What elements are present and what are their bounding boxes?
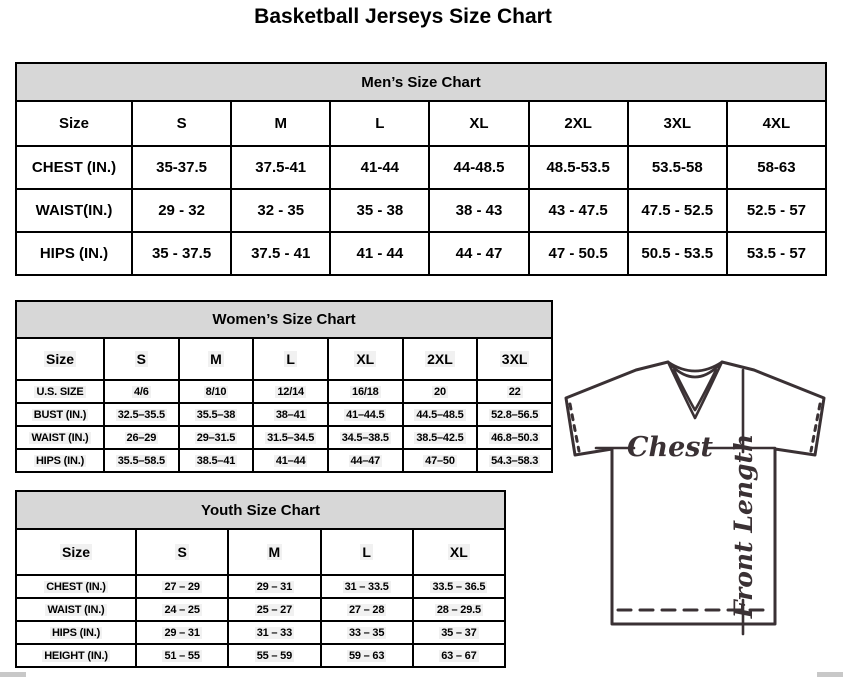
women-column-header-label: S bbox=[136, 351, 146, 367]
front-length-label: Front Length bbox=[729, 433, 758, 619]
women-value-cell bbox=[403, 449, 478, 472]
women-row-label-cell bbox=[16, 403, 104, 426]
men-row-label-cell bbox=[16, 146, 132, 189]
women-column-header bbox=[179, 338, 254, 380]
women-value: 32.5–35.5 bbox=[117, 408, 165, 421]
women-value: 44.5–48.5 bbox=[416, 408, 464, 421]
women-value: 4/6 bbox=[133, 385, 149, 398]
men-value: 44 - 47 bbox=[455, 245, 503, 262]
men-column-header-label: 3XL bbox=[663, 115, 692, 132]
men-value-cell bbox=[628, 146, 727, 189]
youth-value-cell bbox=[228, 644, 320, 667]
men-column-header-label: Size bbox=[58, 115, 89, 132]
men-value: 44-48.5 bbox=[453, 159, 505, 176]
youth-value: 25 – 27 bbox=[256, 603, 293, 616]
women-row-label-cell bbox=[16, 426, 104, 449]
youth-table-row bbox=[16, 621, 505, 644]
men-column-header-label: XL bbox=[469, 115, 489, 132]
youth-value: 29 – 31 bbox=[256, 580, 293, 593]
women-column-header bbox=[16, 338, 104, 380]
men-value-cell bbox=[727, 189, 826, 232]
women-column-header bbox=[328, 338, 403, 380]
men-table-row bbox=[16, 146, 826, 189]
youth-value: 33 – 35 bbox=[348, 626, 385, 639]
youth-value-cell bbox=[413, 644, 505, 667]
youth-column-header-label: L bbox=[362, 544, 371, 560]
women-value: 38.5–41 bbox=[196, 454, 236, 467]
youth-value-cell bbox=[228, 575, 320, 598]
jersey-diagram-svg bbox=[558, 356, 842, 678]
men-column-header bbox=[429, 101, 528, 146]
youth-value: 27 – 28 bbox=[348, 603, 385, 616]
youth-value-cell bbox=[136, 575, 228, 598]
men-value-cell bbox=[529, 232, 628, 275]
youth-value-cell bbox=[321, 644, 413, 667]
youth-column-header bbox=[16, 529, 136, 575]
youth-value-cell bbox=[136, 621, 228, 644]
women-value: 8/10 bbox=[205, 385, 227, 398]
youth-value: 55 – 59 bbox=[256, 649, 293, 662]
men-value-cell bbox=[429, 189, 528, 232]
women-value: 35.5–58.5 bbox=[117, 454, 165, 467]
women-value: 29–31.5 bbox=[196, 431, 236, 444]
youth-value-cell bbox=[413, 575, 505, 598]
men-value: 38 - 43 bbox=[455, 202, 503, 219]
men-value-cell bbox=[429, 232, 528, 275]
women-value-cell bbox=[477, 426, 552, 449]
youth-column-header-label: XL bbox=[449, 544, 468, 560]
women-value-cell bbox=[253, 449, 328, 472]
women-row-label-cell bbox=[16, 380, 104, 403]
men-row-label: HIPS (IN.) bbox=[39, 245, 109, 262]
men-column-header bbox=[16, 101, 132, 146]
youth-column-header-label: Size bbox=[61, 544, 90, 560]
men-value: 47 - 50.5 bbox=[548, 245, 608, 262]
women-value: 38.5–42.5 bbox=[416, 431, 464, 444]
youth-value: 27 – 29 bbox=[164, 580, 200, 593]
men-value-cell bbox=[330, 232, 429, 275]
youth-row-label-cell bbox=[16, 644, 136, 667]
women-value-cell bbox=[104, 449, 179, 472]
youth-value: 24 – 25 bbox=[164, 603, 200, 616]
women-value-cell bbox=[328, 449, 403, 472]
men-column-header bbox=[231, 101, 330, 146]
youth-column-header bbox=[321, 529, 413, 575]
jersey-outline bbox=[566, 362, 824, 624]
women-row-label: WAIST (IN.) bbox=[31, 431, 89, 444]
women-table-row bbox=[16, 380, 552, 403]
women-value: 26–29 bbox=[126, 431, 157, 444]
youth-column-header bbox=[136, 529, 228, 575]
men-value: 41-44 bbox=[360, 159, 400, 176]
women-value: 31.5–34.5 bbox=[267, 431, 315, 444]
men-table-caption: Men’s Size Chart bbox=[16, 63, 826, 101]
men-row-label-cell bbox=[16, 232, 132, 275]
youth-table-caption: Youth Size Chart bbox=[16, 491, 505, 529]
men-value-cell bbox=[132, 146, 231, 189]
jersey-measurement-diagram bbox=[558, 356, 842, 678]
men-value-cell bbox=[231, 189, 330, 232]
women-value: 20 bbox=[434, 385, 446, 398]
women-row-label: U.S. SIZE bbox=[36, 385, 84, 398]
women-value-cell bbox=[104, 403, 179, 426]
women-column-header-label: XL bbox=[356, 351, 375, 367]
men-value-cell bbox=[628, 189, 727, 232]
men-column-header-label: 2XL bbox=[564, 115, 592, 132]
men-value-cell bbox=[231, 232, 330, 275]
women-value-cell bbox=[253, 403, 328, 426]
men-table-row bbox=[16, 189, 826, 232]
women-value: 38–41 bbox=[275, 408, 306, 421]
youth-row-label: WAIST (IN.) bbox=[47, 603, 105, 616]
men-value-cell bbox=[727, 232, 826, 275]
women-value: 41–44 bbox=[275, 454, 306, 467]
men-column-header bbox=[330, 101, 429, 146]
women-column-header bbox=[403, 338, 478, 380]
men-row-label-cell bbox=[16, 189, 132, 232]
men-value-cell bbox=[330, 189, 429, 232]
youth-column-header-label: M bbox=[268, 544, 281, 560]
men-column-header bbox=[628, 101, 727, 146]
men-value: 32 - 35 bbox=[257, 202, 305, 219]
men-value-cell bbox=[231, 146, 330, 189]
women-value: 22 bbox=[508, 385, 521, 398]
men-value-cell bbox=[727, 146, 826, 189]
women-value-cell bbox=[179, 426, 254, 449]
youth-row-label-cell bbox=[16, 575, 136, 598]
youth-value: 63 – 67 bbox=[441, 649, 477, 662]
chest-label: Chest bbox=[627, 432, 713, 463]
youth-value: 31 – 33.5 bbox=[344, 580, 389, 593]
men-value: 47.5 - 52.5 bbox=[641, 202, 714, 219]
women-value-cell bbox=[403, 426, 478, 449]
men-value-cell bbox=[628, 232, 727, 275]
men-row-label: CHEST (IN.) bbox=[31, 159, 117, 176]
youth-row-label-cell bbox=[16, 621, 136, 644]
women-value-cell bbox=[104, 380, 179, 403]
youth-value: 31 – 33 bbox=[256, 626, 293, 639]
women-value-cell bbox=[253, 426, 328, 449]
women-table-row bbox=[16, 426, 552, 449]
horizontal-scrollbar-left-fragment[interactable] bbox=[0, 672, 26, 677]
women-column-header-label: M bbox=[210, 351, 222, 367]
men-column-header-label: S bbox=[176, 115, 187, 132]
youth-value-cell bbox=[321, 598, 413, 621]
men-value: 37.5-41 bbox=[255, 159, 307, 176]
youth-value-cell bbox=[321, 575, 413, 598]
horizontal-scrollbar-right-fragment[interactable] bbox=[817, 672, 843, 677]
women-value: 52.8–56.5 bbox=[491, 408, 539, 421]
youth-size-chart-table bbox=[15, 490, 506, 668]
youth-value-cell bbox=[228, 621, 320, 644]
men-column-header-label: 4XL bbox=[762, 115, 791, 132]
men-value: 35 - 37.5 bbox=[151, 245, 212, 262]
women-value: 47–50 bbox=[425, 454, 455, 467]
men-value-cell bbox=[429, 146, 528, 189]
women-column-header bbox=[477, 338, 552, 380]
women-column-header-label: Size bbox=[45, 351, 74, 367]
men-column-header-label: L bbox=[375, 115, 385, 132]
men-value-cell bbox=[529, 189, 628, 232]
women-value: 44–47 bbox=[350, 454, 381, 467]
women-value-cell bbox=[328, 380, 403, 403]
youth-value-cell bbox=[228, 598, 320, 621]
men-value: 41 - 44 bbox=[356, 245, 404, 262]
women-value-cell bbox=[253, 380, 328, 403]
women-value-cell bbox=[328, 426, 403, 449]
women-table-row bbox=[16, 403, 552, 426]
women-table-row bbox=[16, 449, 552, 472]
women-row-label: HIPS (IN.) bbox=[35, 454, 85, 467]
women-column-header-label: L bbox=[286, 351, 295, 367]
women-value-cell bbox=[477, 380, 552, 403]
men-value-cell bbox=[132, 189, 231, 232]
youth-value: 28 – 29.5 bbox=[436, 603, 481, 616]
women-value-cell bbox=[403, 380, 478, 403]
youth-value: 33.5 – 36.5 bbox=[432, 580, 486, 593]
men-column-header bbox=[727, 101, 826, 146]
youth-value-cell bbox=[321, 621, 413, 644]
women-value-cell bbox=[328, 403, 403, 426]
men-column-header-label: M bbox=[274, 115, 287, 132]
women-table-caption: Women’s Size Chart bbox=[16, 301, 552, 338]
men-value: 52.5 - 57 bbox=[746, 202, 807, 219]
women-value-cell bbox=[179, 380, 254, 403]
women-row-label: BUST (IN.) bbox=[33, 408, 87, 421]
youth-column-header bbox=[413, 529, 505, 575]
youth-column-header-label: S bbox=[177, 544, 187, 560]
youth-row-label: HEIGHT (IN.) bbox=[44, 649, 108, 662]
women-value: 35.5–38 bbox=[196, 408, 236, 421]
men-table-row bbox=[16, 232, 826, 275]
womens-size-chart-table bbox=[15, 300, 553, 473]
women-value-cell bbox=[403, 403, 478, 426]
jersey-collar bbox=[668, 362, 722, 418]
youth-row-label-cell bbox=[16, 598, 136, 621]
men-value: 35-37.5 bbox=[156, 159, 207, 176]
youth-value-cell bbox=[413, 598, 505, 621]
women-column-header bbox=[253, 338, 328, 380]
youth-value-cell bbox=[413, 621, 505, 644]
women-value: 12/14 bbox=[277, 385, 304, 398]
youth-value-cell bbox=[136, 644, 228, 667]
women-value-cell bbox=[104, 426, 179, 449]
men-value: 53.5 - 57 bbox=[746, 245, 807, 262]
women-value: 16/18 bbox=[352, 385, 379, 398]
women-row-label-cell bbox=[16, 449, 104, 472]
men-column-header bbox=[132, 101, 231, 146]
page-title: Basketball Jerseys Size Chart bbox=[254, 5, 552, 28]
women-value-cell bbox=[477, 449, 552, 472]
youth-value: 59 – 63 bbox=[348, 649, 385, 662]
youth-value: 51 – 55 bbox=[164, 649, 200, 662]
men-value-cell bbox=[132, 232, 231, 275]
women-column-header-label: 2XL bbox=[427, 351, 453, 367]
men-row-label: WAIST(IN.) bbox=[35, 202, 113, 219]
women-column-header-label: 3XL bbox=[501, 351, 528, 367]
men-value: 53.5-58 bbox=[651, 159, 703, 176]
youth-table-row bbox=[16, 575, 505, 598]
women-value-cell bbox=[179, 403, 254, 426]
youth-row-label: CHEST (IN.) bbox=[46, 580, 106, 593]
men-value: 50.5 - 53.5 bbox=[641, 245, 714, 262]
men-value: 48.5-53.5 bbox=[546, 159, 610, 176]
youth-value: 29 – 31 bbox=[164, 626, 200, 639]
women-value-cell bbox=[179, 449, 254, 472]
men-value-cell bbox=[529, 146, 628, 189]
women-value: 54.3–58.3 bbox=[491, 454, 539, 467]
youth-value: 35 – 37 bbox=[441, 626, 477, 639]
women-value: 46.8–50.3 bbox=[491, 431, 539, 444]
women-value: 34.5–38.5 bbox=[341, 431, 389, 444]
youth-value-cell bbox=[136, 598, 228, 621]
youth-table-row bbox=[16, 598, 505, 621]
men-value-cell bbox=[330, 146, 429, 189]
youth-column-header bbox=[228, 529, 320, 575]
men-value: 35 - 38 bbox=[356, 202, 404, 219]
mens-size-chart-table bbox=[15, 62, 827, 276]
youth-row-label: HIPS (IN.) bbox=[51, 626, 101, 639]
women-column-header bbox=[104, 338, 179, 380]
men-value: 58-63 bbox=[757, 159, 796, 176]
women-value: 41–44.5 bbox=[346, 408, 385, 421]
youth-table-row bbox=[16, 644, 505, 667]
men-value: 29 - 32 bbox=[158, 202, 205, 219]
men-value: 37.5 - 41 bbox=[251, 245, 311, 262]
women-value-cell bbox=[477, 403, 552, 426]
men-value: 43 - 47.5 bbox=[548, 202, 608, 219]
men-column-header bbox=[529, 101, 628, 146]
